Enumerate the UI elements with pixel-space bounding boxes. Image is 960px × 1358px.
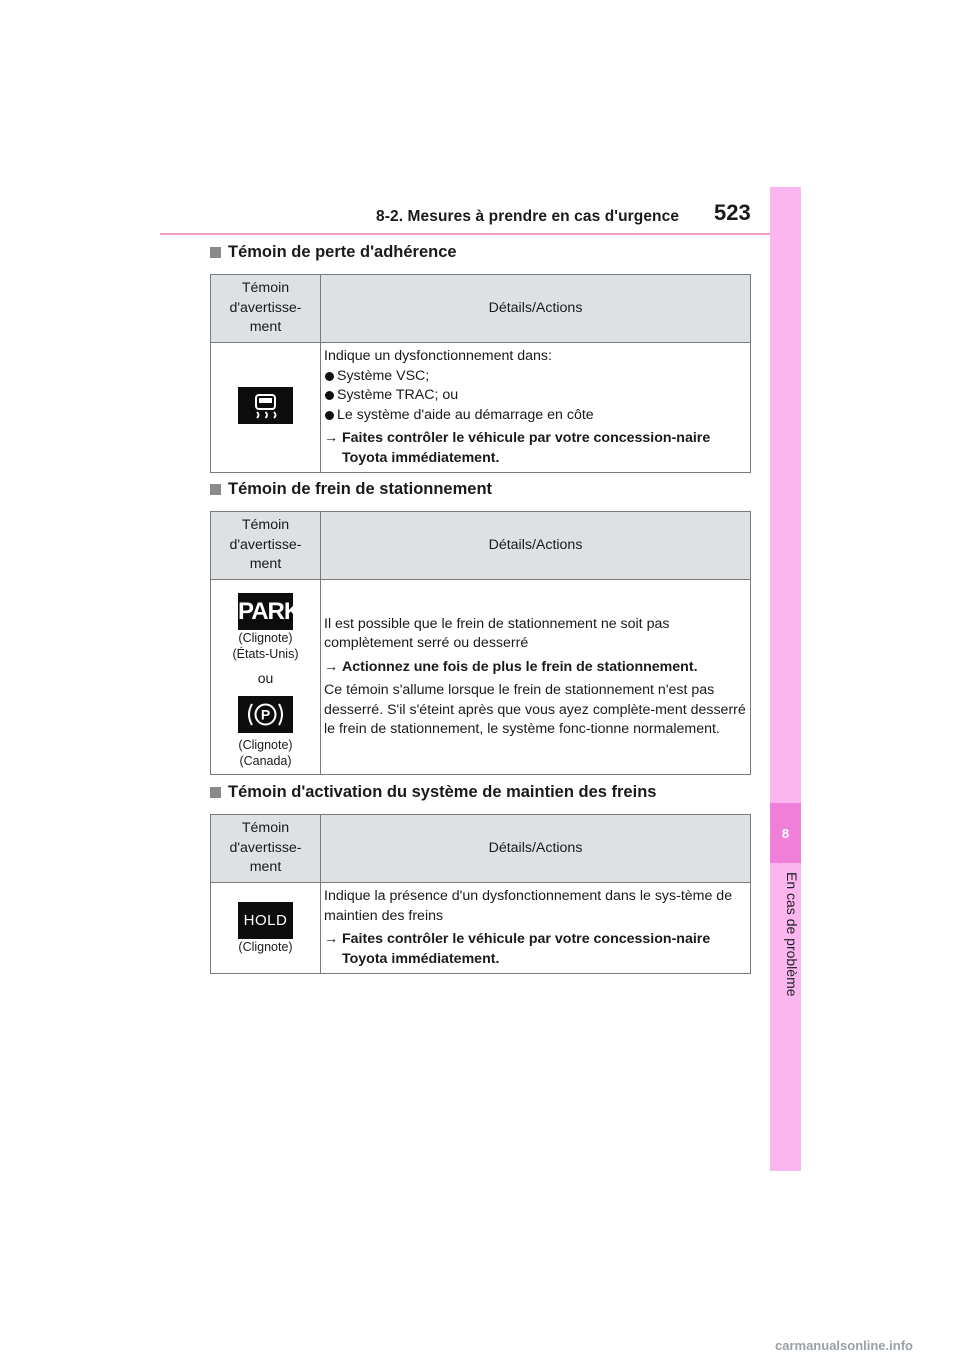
header-details: Détails/Actions xyxy=(321,512,751,580)
heading-text: Témoin de perte d'adhérence xyxy=(228,243,457,261)
section-title: 8-2. Mesures à prendre en cas d'urgence xyxy=(376,208,680,225)
watermark: carmanualsonline.info xyxy=(775,1338,913,1353)
table-skid-indicator xyxy=(210,274,751,473)
details-note: Ce témoin s'allume lorsque le frein de stationnement n'est pas desserré. S'il s'éteint après que vous ayez complète-ment desserré le frein de stationnement, le système fonc-tionne normalement. xyxy=(324,682,746,737)
action-text: Faites contrôler le véhicule par votre concession-naire Toyota immédiatement. xyxy=(342,430,711,466)
details-cell xyxy=(321,883,751,974)
details-cell xyxy=(321,580,751,775)
square-bullet-icon xyxy=(210,787,221,798)
heading-text: Témoin de frein de stationnement xyxy=(228,480,493,498)
details-intro: Il est possible que le frein de stationnement ne soit pas complètement serré ou desserré xyxy=(324,615,670,651)
header-details: Détails/Actions xyxy=(321,815,751,883)
indicator-cell xyxy=(211,883,321,974)
heading-parking-brake-indicator xyxy=(210,480,492,499)
list-item xyxy=(324,386,746,406)
park-icon: PARK xyxy=(238,593,293,630)
list-item xyxy=(324,406,746,426)
bullet-dot-icon xyxy=(325,391,334,400)
action-line xyxy=(324,930,746,969)
arrow-icon: → xyxy=(324,658,339,675)
action-line xyxy=(324,658,746,678)
heading-brake-hold-indicator xyxy=(210,783,656,802)
arrow-icon: → xyxy=(324,430,339,446)
header-indicator: Témoin d'avertisse-ment xyxy=(211,815,321,883)
square-bullet-icon xyxy=(210,247,221,258)
icon-caption: (Canada) xyxy=(239,754,292,768)
action-line xyxy=(324,429,746,468)
header-details: Détails/Actions xyxy=(321,275,751,343)
table-brake-hold-indicator xyxy=(210,814,751,974)
icon-caption: (Clignote) xyxy=(238,939,293,954)
page-number: 523 xyxy=(714,200,751,225)
details-intro: Indique un dysfonctionnement dans: xyxy=(324,348,552,364)
list-item-text: Le système d'aide au démarrage en côte xyxy=(337,406,594,423)
bullet-dot-icon xyxy=(325,372,334,381)
icon-caption: (Clignote) xyxy=(238,631,293,645)
arrow-icon: → xyxy=(324,931,339,947)
header-indicator: Témoin d'avertisse-ment xyxy=(211,275,321,343)
table-parking-brake-indicator xyxy=(210,511,751,775)
square-bullet-icon xyxy=(210,484,221,495)
list-item xyxy=(324,367,746,387)
svg-text:P: P xyxy=(260,706,271,723)
heading-skid-indicator xyxy=(210,243,457,262)
icon-caption: (États-Unis) xyxy=(232,647,299,661)
hold-icon: HOLD xyxy=(238,902,293,939)
list-item-text: Système TRAC; ou xyxy=(337,387,459,403)
details-intro: Indique la présence d'un dysfonctionnement dans le sys-tème de maintien des freins xyxy=(324,888,733,924)
indicator-cell xyxy=(211,580,321,775)
bullet-dot-icon xyxy=(325,411,334,420)
list-item-text: Système VSC; xyxy=(337,367,430,384)
icon-caption: (Clignote) xyxy=(238,738,293,752)
parking-brake-icon xyxy=(238,696,293,733)
or-text: ou xyxy=(257,670,274,686)
header-indicator: Témoin d'avertisse-ment xyxy=(211,512,321,580)
chapter-label: En cas de problème xyxy=(784,872,800,997)
chapter-number-badge: 8 xyxy=(770,803,801,863)
action-text: Faites contrôler le véhicule par votre concession-naire Toyota immédiatement. xyxy=(342,931,711,967)
details-cell xyxy=(321,343,751,473)
skid-warning-icon xyxy=(238,387,293,424)
heading-text: Témoin d'activation du système de maintien des freins xyxy=(228,783,657,801)
action-text: Actionnez une fois de plus le frein de stationnement. xyxy=(342,658,698,675)
indicator-cell xyxy=(211,343,321,473)
header-divider xyxy=(160,233,770,235)
